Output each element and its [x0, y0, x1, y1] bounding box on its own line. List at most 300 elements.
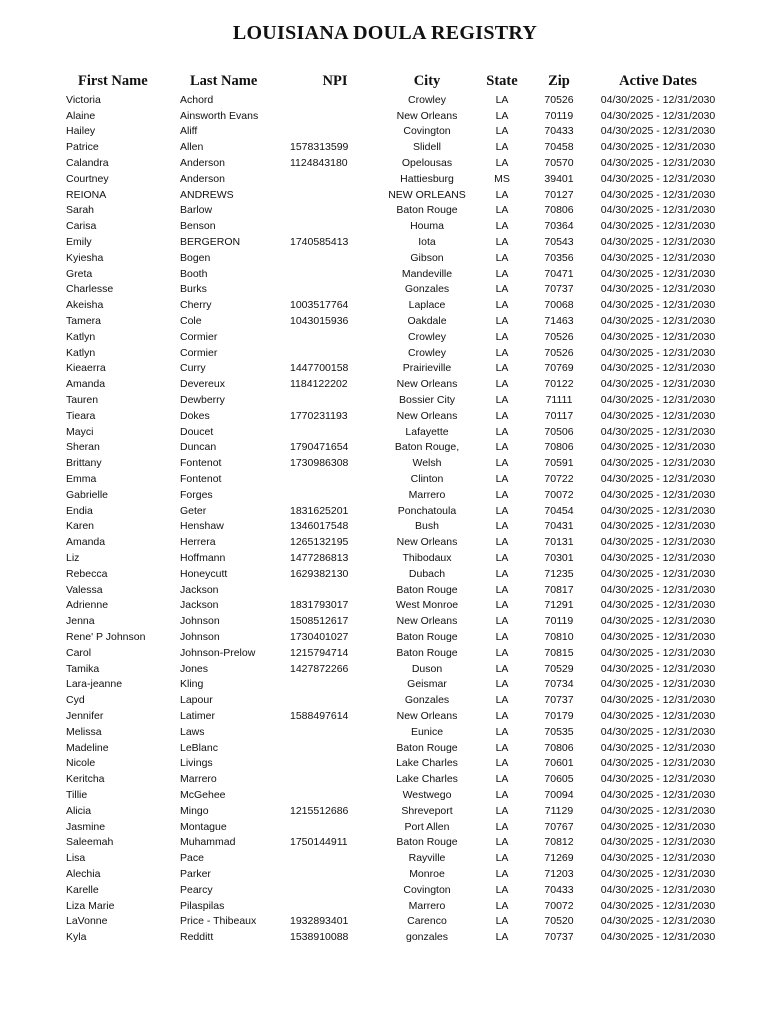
table-row: [60, 803, 728, 819]
first-name-cell: Karen: [66, 520, 95, 533]
city-cell: Bush: [415, 520, 439, 533]
active-dates-cell: 04/30/2025 - 12/31/2030: [600, 109, 716, 122]
city-cell: New Orleans: [396, 109, 458, 122]
first-name-cell: Emily: [66, 236, 92, 249]
table-row: [60, 155, 728, 171]
city-cell: Laplace: [408, 299, 446, 312]
zip-cell: 70526: [544, 330, 574, 343]
last-name-cell: BERGERON: [180, 236, 241, 249]
npi-cell: [290, 171, 380, 187]
active-dates-cell: 04/30/2025 - 12/31/2030: [600, 251, 716, 264]
state-cell: LA: [495, 915, 509, 928]
state-cell: LA: [495, 520, 509, 533]
first-name-cell: Tamika: [66, 662, 100, 675]
last-name-cell: Burks: [180, 283, 207, 296]
table-row: [60, 187, 728, 203]
state-cell: LA: [495, 330, 509, 343]
zip-cell: 70810: [544, 630, 574, 643]
first-name-cell: Alechia: [66, 867, 101, 880]
state-cell: LA: [495, 457, 509, 470]
table-row: [60, 108, 728, 124]
state-cell: LA: [495, 583, 509, 596]
npi-cell: [290, 345, 380, 361]
zip-cell: 70570: [544, 157, 574, 170]
active-dates-cell: 04/30/2025 - 12/31/2030: [600, 220, 716, 233]
table-row: [60, 424, 728, 440]
zip-cell: 70458: [544, 141, 574, 154]
active-dates-cell: 04/30/2025 - 12/31/2030: [600, 820, 716, 833]
state-cell: LA: [495, 346, 509, 359]
active-dates-cell: 04/30/2025 - 12/31/2030: [600, 915, 716, 928]
npi-cell: [290, 582, 380, 598]
active-dates-cell: 04/30/2025 - 12/31/2030: [600, 867, 716, 880]
first-name-cell: Lara-jeanne: [66, 678, 123, 691]
state-cell: LA: [495, 615, 509, 628]
active-dates-cell: 04/30/2025 - 12/31/2030: [600, 520, 716, 533]
last-name-cell: Booth: [180, 267, 208, 280]
npi-cell: [290, 266, 380, 282]
first-name-cell: Tamera: [66, 315, 102, 328]
table-row: [60, 218, 728, 234]
table-row: [60, 234, 728, 250]
city-cell: Duson: [411, 662, 443, 675]
active-dates-cell: 04/30/2025 - 12/31/2030: [600, 536, 716, 549]
zip-cell: 70117: [544, 409, 574, 422]
first-name-cell: Katlyn: [66, 346, 96, 359]
header-city: City: [413, 72, 441, 89]
last-name-cell: Price - Thibeaux: [180, 915, 257, 928]
npi-cell: [290, 108, 380, 124]
npi-cell: [290, 92, 380, 108]
last-name-cell: Jackson: [180, 583, 219, 596]
zip-cell: 71291: [544, 599, 574, 612]
npi-cell: 1730986308: [290, 457, 349, 470]
table-row: [60, 534, 728, 550]
zip-cell: 70722: [544, 473, 574, 486]
table-row: [60, 361, 728, 377]
state-cell: LA: [495, 157, 509, 170]
table-row: [60, 203, 728, 219]
last-name-cell: Muhammad: [180, 836, 236, 849]
active-dates-cell: 04/30/2025 - 12/31/2030: [600, 883, 716, 896]
zip-cell: 71111: [545, 394, 573, 407]
first-name-cell: Mayci: [66, 425, 94, 438]
first-name-cell: Amanda: [66, 378, 106, 391]
zip-cell: 39401: [544, 172, 574, 185]
active-dates-cell: 04/30/2025 - 12/31/2030: [600, 172, 716, 185]
last-name-cell: Bogen: [180, 251, 211, 264]
first-name-cell: Carisa: [66, 220, 97, 233]
state-cell: LA: [495, 315, 509, 328]
zip-cell: 70520: [544, 915, 574, 928]
last-name-cell: Latimer: [180, 709, 216, 722]
first-name-cell: Kieaerra: [66, 362, 106, 375]
zip-cell: 70535: [544, 725, 574, 738]
active-dates-cell: 04/30/2025 - 12/31/2030: [600, 488, 716, 501]
table-row: [60, 550, 728, 566]
header-first-name: First Name: [78, 72, 148, 89]
last-name-cell: Benson: [180, 220, 216, 233]
table-row: [60, 297, 728, 313]
npi-cell: [290, 218, 380, 234]
first-name-cell: Jasmine: [66, 820, 106, 833]
npi-cell: 1629382130: [290, 567, 349, 580]
active-dates-cell: 04/30/2025 - 12/31/2030: [600, 315, 716, 328]
active-dates-cell: 04/30/2025 - 12/31/2030: [600, 804, 716, 817]
zip-cell: 70131: [544, 536, 574, 549]
zip-cell: 70737: [544, 283, 574, 296]
zip-cell: 70806: [544, 741, 574, 754]
table-row: [60, 250, 728, 266]
state-cell: LA: [495, 473, 509, 486]
state-cell: LA: [495, 599, 509, 612]
zip-cell: 70737: [544, 694, 574, 707]
active-dates-cell: 04/30/2025 - 12/31/2030: [600, 157, 716, 170]
city-cell: Lake Charles: [396, 773, 458, 786]
city-cell: Baton Rouge: [396, 741, 458, 754]
zip-cell: 70737: [544, 931, 574, 944]
city-cell: Gonzales: [404, 283, 450, 296]
city-cell: Monroe: [409, 867, 445, 880]
active-dates-cell: 04/30/2025 - 12/31/2030: [600, 425, 716, 438]
table-row: [60, 850, 728, 866]
first-name-cell: LaVonne: [66, 915, 108, 928]
state-cell: LA: [495, 757, 509, 770]
zip-cell: 70471: [544, 267, 574, 280]
npi-cell: [290, 692, 380, 708]
npi-cell: 1730401027: [290, 630, 349, 643]
last-name-cell: Hoffmann: [180, 552, 226, 564]
city-cell: Baton Rouge: [396, 583, 458, 596]
npi-cell: [290, 787, 380, 803]
state-cell: LA: [495, 899, 509, 912]
zip-cell: 70433: [544, 883, 574, 896]
city-cell: Covington: [403, 883, 451, 896]
npi-cell: 1003517764: [290, 299, 349, 312]
table-row: [60, 898, 728, 914]
header-zip: Zip: [548, 72, 570, 89]
npi-cell: [290, 724, 380, 740]
state-cell: LA: [495, 220, 509, 233]
city-cell: Port Allen: [404, 820, 450, 833]
table-row: [60, 440, 728, 456]
active-dates-cell: 04/30/2025 - 12/31/2030: [600, 630, 716, 643]
table-row: [60, 471, 728, 487]
npi-cell: [290, 282, 380, 298]
last-name-cell: Ainsworth Evans: [180, 109, 259, 122]
first-name-cell: Nicole: [66, 757, 96, 770]
npi-cell: [290, 124, 380, 140]
last-name-cell: Dewberry: [180, 394, 225, 407]
city-cell: Mandeville: [401, 267, 453, 280]
last-name-cell: Kling: [180, 678, 204, 691]
city-cell: Baton Rouge: [396, 204, 458, 217]
first-name-cell: Victoria: [66, 93, 101, 106]
npi-cell: [290, 329, 380, 345]
first-name-cell: Tillie: [66, 788, 88, 801]
first-name-cell: Amanda: [66, 536, 106, 549]
table-row: [60, 819, 728, 835]
npi-cell: 1215794714: [290, 646, 349, 659]
city-cell: gonzales: [405, 931, 449, 944]
active-dates-cell: 04/30/2025 - 12/31/2030: [600, 409, 716, 422]
zip-cell: 70506: [544, 425, 574, 438]
last-name-cell: Jones: [180, 662, 209, 675]
last-name-cell: Henshaw: [180, 520, 224, 533]
state-cell: LA: [495, 299, 509, 312]
first-name-cell: Sarah: [66, 204, 95, 217]
state-cell: LA: [495, 852, 509, 865]
state-cell: LA: [495, 725, 509, 738]
first-name-cell: Patrice: [66, 141, 99, 154]
npi-cell: 1265132195: [290, 536, 349, 549]
first-name-cell: Melissa: [66, 725, 102, 738]
zip-cell: 70072: [544, 899, 574, 912]
active-dates-cell: 04/30/2025 - 12/31/2030: [600, 741, 716, 754]
first-name-cell: Madeline: [66, 741, 109, 754]
city-cell: New Orleans: [396, 709, 458, 722]
zip-cell: 70734: [544, 678, 574, 691]
npi-cell: [290, 740, 380, 756]
state-cell: LA: [495, 694, 509, 707]
table-row: [60, 613, 728, 629]
last-name-cell: Johnson: [180, 615, 220, 628]
active-dates-cell: 04/30/2025 - 12/31/2030: [600, 694, 716, 707]
city-cell: NEW ORLEANS: [388, 188, 466, 201]
city-cell: Baton Rouge,: [394, 441, 460, 454]
first-name-cell: Sheran: [66, 441, 100, 454]
zip-cell: 70433: [544, 125, 574, 138]
last-name-cell: Aliff: [180, 125, 198, 138]
active-dates-cell: 04/30/2025 - 12/31/2030: [600, 788, 716, 801]
first-name-cell: Carol: [66, 646, 92, 659]
city-cell: Crowley: [408, 346, 446, 359]
header-last-name: Last Name: [190, 72, 258, 89]
last-name-cell: Cole: [180, 315, 202, 328]
city-cell: Marrero: [408, 488, 446, 501]
first-name-cell: Gabrielle: [66, 488, 109, 501]
table-row: [60, 503, 728, 519]
active-dates-cell: 04/30/2025 - 12/31/2030: [600, 394, 716, 407]
table-row: [60, 408, 728, 424]
active-dates-cell: 04/30/2025 - 12/31/2030: [600, 678, 716, 691]
state-cell: LA: [495, 394, 509, 407]
active-dates-cell: 04/30/2025 - 12/31/2030: [600, 441, 716, 454]
zip-cell: 70454: [544, 504, 574, 517]
last-name-cell: Johnson-Prelow: [180, 646, 256, 659]
npi-cell: [290, 850, 380, 866]
npi-cell: [290, 187, 380, 203]
npi-cell: 1508512617: [290, 615, 349, 628]
zip-cell: 70431: [544, 520, 574, 533]
table-row: [60, 598, 728, 614]
npi-cell: [290, 755, 380, 771]
state-cell: LA: [495, 125, 509, 138]
city-cell: New Orleans: [396, 615, 458, 628]
npi-cell: 1043015936: [290, 315, 349, 328]
city-cell: Crowley: [408, 93, 446, 106]
state-cell: LA: [495, 678, 509, 691]
last-name-cell: Laws: [180, 725, 205, 738]
table-row: [60, 740, 728, 756]
last-name-cell: Achord: [180, 93, 214, 106]
zip-cell: 70301: [544, 552, 574, 564]
npi-cell: [290, 424, 380, 440]
zip-cell: 70769: [544, 362, 574, 375]
zip-cell: 70815: [544, 646, 574, 659]
active-dates-cell: 04/30/2025 - 12/31/2030: [600, 283, 716, 296]
first-name-cell: Endia: [66, 504, 93, 517]
table-row: [60, 866, 728, 882]
active-dates-cell: 04/30/2025 - 12/31/2030: [600, 899, 716, 912]
last-name-cell: Montague: [180, 820, 227, 833]
state-cell: LA: [495, 283, 509, 296]
state-cell: LA: [495, 188, 509, 201]
active-dates-cell: 04/30/2025 - 12/31/2030: [600, 141, 716, 154]
table-row: [60, 834, 728, 850]
first-name-cell: Karelle: [66, 883, 99, 896]
last-name-cell: Cormier: [180, 330, 218, 343]
table-row: [60, 392, 728, 408]
first-name-cell: Kyiesha: [66, 251, 104, 264]
first-name-cell: Greta: [66, 267, 93, 280]
city-cell: Opelousas: [401, 157, 453, 170]
last-name-cell: Pilaspilas: [180, 899, 225, 912]
first-name-cell: Calandra: [66, 157, 109, 170]
table-row: [60, 913, 728, 929]
zip-cell: 71463: [544, 315, 574, 328]
state-cell: LA: [495, 773, 509, 786]
active-dates-cell: 04/30/2025 - 12/31/2030: [600, 599, 716, 612]
first-name-cell: Rebecca: [66, 567, 108, 580]
active-dates-cell: 04/30/2025 - 12/31/2030: [600, 125, 716, 138]
last-name-cell: Honeycutt: [180, 567, 228, 580]
city-cell: Eunice: [410, 725, 444, 738]
last-name-cell: Marrero: [180, 773, 217, 786]
active-dates-cell: 04/30/2025 - 12/31/2030: [600, 362, 716, 375]
table-row: [60, 882, 728, 898]
state-cell: LA: [495, 552, 509, 564]
state-cell: LA: [495, 820, 509, 833]
state-cell: LA: [495, 267, 509, 280]
npi-cell: [290, 898, 380, 914]
last-name-cell: Fontenot: [180, 457, 222, 470]
zip-cell: 70364: [544, 220, 574, 233]
npi-cell: [290, 250, 380, 266]
active-dates-cell: 04/30/2025 - 12/31/2030: [600, 204, 716, 217]
city-cell: Baton Rouge: [396, 646, 458, 659]
active-dates-cell: 04/30/2025 - 12/31/2030: [600, 615, 716, 628]
last-name-cell: Livings: [180, 757, 213, 770]
npi-cell: [290, 392, 380, 408]
npi-cell: 1790471654: [290, 441, 349, 454]
last-name-cell: Cherry: [180, 299, 212, 312]
active-dates-cell: 04/30/2025 - 12/31/2030: [600, 836, 716, 849]
state-cell: LA: [495, 409, 509, 422]
zip-cell: 70179: [544, 709, 574, 722]
zip-cell: 70122: [544, 378, 574, 391]
table-row: [60, 139, 728, 155]
first-name-cell: Jennifer: [66, 709, 104, 722]
city-cell: Geismar: [407, 678, 447, 691]
city-cell: Carenco: [407, 915, 447, 928]
city-cell: Lafayette: [405, 425, 449, 438]
state-cell: LA: [495, 504, 509, 517]
first-name-cell: Liza Marie: [66, 899, 115, 912]
npi-cell: 1932893401: [290, 915, 349, 928]
last-name-cell: Devereux: [180, 378, 225, 391]
city-cell: Slidell: [412, 141, 441, 154]
last-name-cell: Herrera: [180, 536, 216, 549]
city-cell: Clinton: [410, 473, 444, 486]
npi-cell: 1588497614: [290, 709, 349, 722]
zip-cell: 70806: [544, 441, 574, 454]
page-title: LOUISIANA DOULA REGISTRY: [232, 22, 538, 44]
first-name-cell: Adrienne: [66, 599, 109, 612]
active-dates-cell: 04/30/2025 - 12/31/2030: [600, 646, 716, 659]
city-cell: Bossier City: [398, 394, 455, 407]
state-cell: LA: [495, 425, 509, 438]
last-name-cell: Johnson: [180, 630, 220, 643]
table-row: [60, 455, 728, 471]
state-cell: LA: [495, 804, 509, 817]
state-cell: LA: [495, 362, 509, 375]
last-name-cell: Lapour: [180, 694, 213, 707]
table-row: [60, 771, 728, 787]
last-name-cell: Curry: [180, 362, 206, 375]
first-name-cell: Cyd: [66, 694, 85, 707]
zip-cell: 71235: [544, 567, 574, 580]
zip-cell: 71269: [544, 852, 574, 865]
header-npi: NPI: [322, 72, 348, 89]
state-cell: LA: [495, 204, 509, 217]
last-name-cell: Anderson: [180, 157, 225, 170]
active-dates-cell: 04/30/2025 - 12/31/2030: [600, 662, 716, 675]
city-cell: Oakdale: [407, 315, 447, 328]
city-cell: West Monroe: [395, 599, 459, 612]
active-dates-cell: 04/30/2025 - 12/31/2030: [600, 583, 716, 596]
first-name-cell: Valessa: [66, 583, 103, 596]
state-cell: LA: [495, 630, 509, 643]
city-cell: Iota: [418, 236, 436, 249]
zip-cell: 70806: [544, 204, 574, 217]
active-dates-cell: 04/30/2025 - 12/31/2030: [600, 378, 716, 391]
zip-cell: 71129: [544, 804, 574, 817]
state-cell: LA: [495, 536, 509, 549]
active-dates-cell: 04/30/2025 - 12/31/2030: [600, 773, 716, 786]
table-row: [60, 708, 728, 724]
table-row: [60, 345, 728, 361]
state-cell: LA: [495, 441, 509, 454]
active-dates-cell: 04/30/2025 - 12/31/2030: [600, 236, 716, 249]
table-row: [60, 566, 728, 582]
zip-cell: 70072: [544, 488, 574, 501]
state-cell: LA: [495, 488, 509, 501]
state-cell: LA: [495, 662, 509, 675]
state-cell: LA: [495, 788, 509, 801]
state-cell: MS: [494, 172, 510, 185]
table-row: [60, 755, 728, 771]
city-cell: Prairieville: [402, 362, 452, 375]
city-cell: Hattiesburg: [400, 172, 454, 185]
npi-cell: 1346017548: [290, 520, 349, 533]
zip-cell: 70543: [544, 236, 574, 249]
last-name-cell: ANDREWS: [180, 188, 234, 201]
table-header-row: [60, 70, 728, 92]
state-cell: LA: [495, 709, 509, 722]
npi-cell: [290, 819, 380, 835]
active-dates-cell: 04/30/2025 - 12/31/2030: [600, 709, 716, 722]
